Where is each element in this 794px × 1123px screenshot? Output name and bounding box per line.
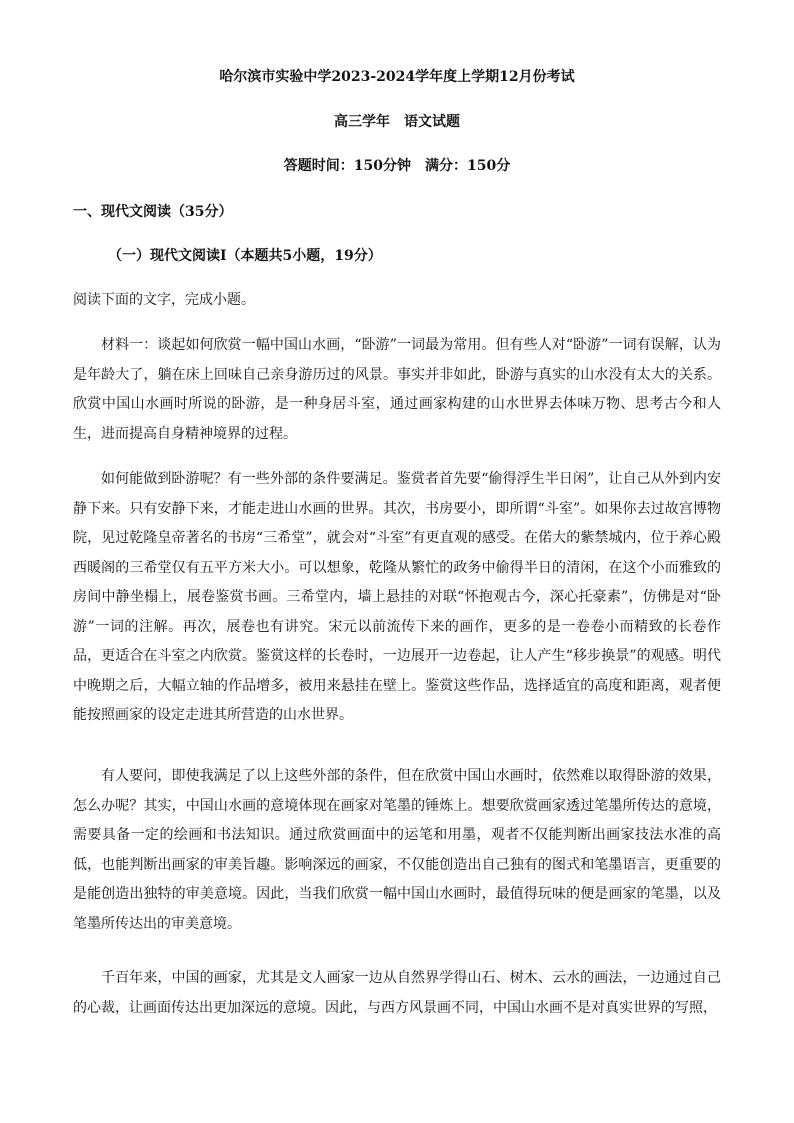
section-heading: 一、现代文阅读（35分） <box>73 204 233 220</box>
time-label: 答题时间：150分钟 <box>283 158 411 174</box>
grade-subject-line <box>0 112 794 132</box>
grade-label: 高三学年 <box>334 114 390 130</box>
paragraph: 材料一：谈起如何欣赏一幅中国山水画，“卧游”一词最为常用。但有些人对“卧游”一词有误解，认为是年龄大了，躺在床上回味自己亲身游历过的风景。事实并非如此，卧游与真实的山水没有太大的关系。欣赏中国山水画时所说的卧游，是一种身居斗室，通过画家构建的山水世界去体味万物、思考古今和人生，进而提高自身精神境界的过程。 <box>73 337 721 442</box>
paragraph: 千百年来，中国的画家，尤其是文人画家一边从自然界学得山石、树木、云水的画法，一边通过自己的心裁，让画面传达出更加深远的意境。因此，与西方风景画不同，中国山水画不是对真实世界的写照， <box>73 970 721 1016</box>
exam-title: 哈尔滨市实验中学2023-2024学年度上学期12月份考试 <box>219 69 575 85</box>
reading-instruction: 阅读下面的文字，完成小题。 <box>73 292 255 308</box>
paragraph: 有人要问，即使我满足了以上这些外部的条件，但在欣赏中国山水画时，依然难以取得卧游的效果，怎么办呢？其实，中国山水画的意境体现在画家对笔墨的锤炼上。想要欣赏画家透过笔墨所传达的意境，需要具备一定的绘画和书法知识。通过欣赏画面中的运笔和用墨，观者不仅能判断出画家技法水准的高低，也能判断出画家的审美旨趣。影响深远的画家，不仅能创造出自己独有的图式和笔墨语言，更重要的是能创造出独特的审美意境。因此，当我们欣赏一幅中国山水画时，最值得玩味的便是画家的笔墨，以及笔墨所传达出的审美意境。 <box>73 768 721 932</box>
paragraph: 如何能做到卧游呢？有一些外部的条件要满足。鉴赏者首先要“偷得浮生半日闲”，让自己从外到内安静下来。只有安静下来，才能走进山水画的世界。其次，书房要小，即所谓“斗室”。如果你去过故宫博物院，见过乾隆皇帝著名的书房“三希堂”，就会对“斗室”有更直观的感受。在偌大的紫禁城内，位于养心殿西暖阁的三希堂仅有五平方米大小。可以想象，乾隆从繁忙的政务中偷得半日的清闲，在这个小而雅致的房间中静坐榻上，展卷鉴赏书画。三希堂内，墙上悬挂的对联“怀抱观古今，深心托豪素”，仿佛是对“卧游”一词的注解。再次，展卷也有讲究。宋元以前流传下来的画作，更多的是一卷卷小而精致的长卷作品，更适合在斗室之内欣赏。鉴赏这样的长卷时，一边展开一边卷起，让人产生“移步换景”的观感。明代中晚期之后，大幅立轴的作品增多，被用来悬挂在壁上。鉴赏这些作品，选择适宜的高度和距离，观者便能按照画家的设定走进其所营造的山水世界。 <box>73 471 721 723</box>
section-subheading: （一）现代文阅读Ⅰ（本题共5小题，19分） <box>108 248 382 264</box>
time-score-line <box>0 156 794 176</box>
subject-label: 语文试题 <box>404 114 460 130</box>
score-label: 满分：150分 <box>425 158 511 174</box>
